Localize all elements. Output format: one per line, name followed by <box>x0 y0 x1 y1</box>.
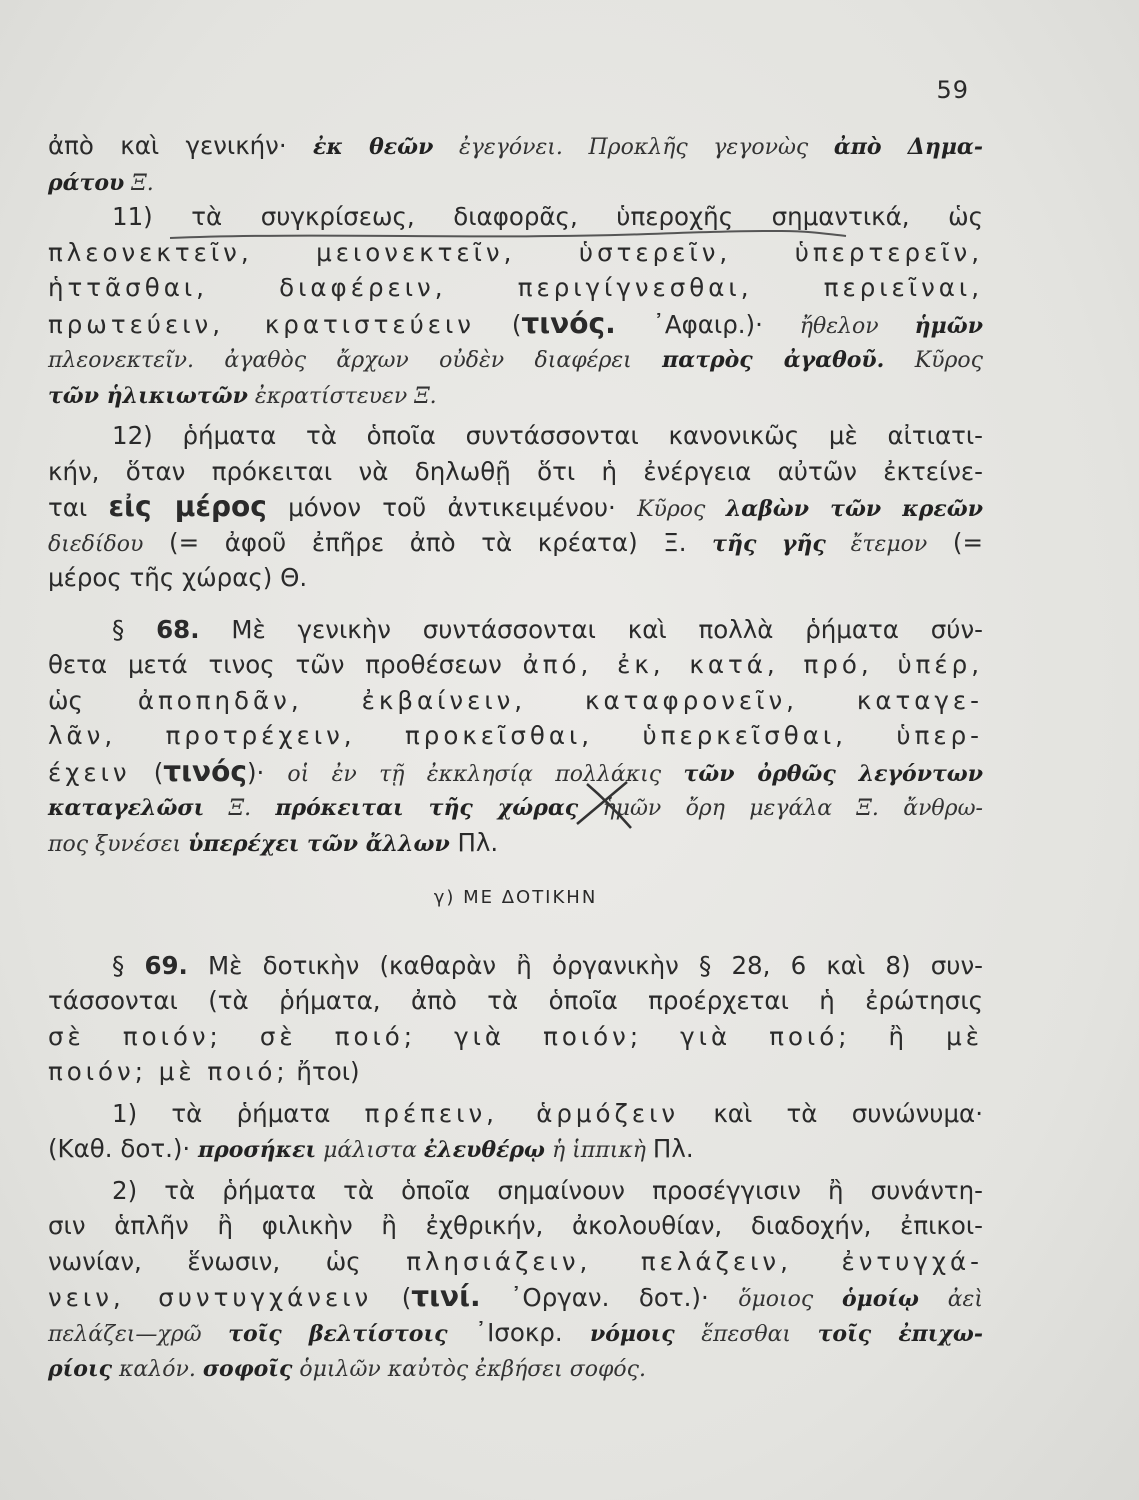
text-segment: § <box>112 950 145 980</box>
text-segment: μέρος τῆς χώρας) Θ. <box>48 563 308 592</box>
text-segment: ἤτοι) <box>288 1057 360 1086</box>
text-line <box>48 789 983 825</box>
text-segment: τινός <box>163 754 247 788</box>
text-segment: πρέπειν, ἁρμόζειν <box>364 1098 680 1128</box>
text-line <box>48 754 983 790</box>
text-line <box>48 1350 983 1386</box>
text-segment: ( <box>474 309 522 339</box>
text-line <box>48 718 983 754</box>
text-segment: τάσσονται (τὰ ῥήματα, ἀπὸ τὰ ὁποῖα προέρχεται ἡ ἐρώτησις <box>48 986 983 1015</box>
text-line <box>48 489 983 525</box>
text-segment: ἀεὶ <box>919 1287 983 1312</box>
text-segment: Πλ. <box>652 1134 694 1163</box>
text-segment: διεδίδου <box>48 531 144 557</box>
text-line <box>48 825 983 861</box>
text-segment: ται <box>48 493 109 522</box>
pen-cross-mark <box>573 778 635 830</box>
text-segment: ᾿Οργαν. δοτ.)· <box>480 1283 739 1312</box>
text-segment: 11) τὰ συγκρίσεως, διαφορᾶς, ὑπεροχῆς σημαντικά, ὡς <box>112 202 983 231</box>
text-segment: πατρὸς ἀγαθοῦ. <box>662 347 885 373</box>
text-segment: ἡ ἱππικὴ <box>544 1138 653 1163</box>
text-segment: νόμοις <box>589 1320 675 1347</box>
text-segment: ἀπὸ Δημα- <box>833 134 983 160</box>
text-segment: ( <box>372 1283 412 1312</box>
text-segment: )· <box>246 757 288 787</box>
text-line <box>48 1054 983 1090</box>
text-segment: ἡμῶν <box>914 312 983 339</box>
text-segment: καλόν. <box>112 1357 203 1382</box>
text-line <box>48 1279 983 1315</box>
text-line <box>48 560 983 596</box>
text-segment: καὶ τὰ συνώνυμα· <box>679 1098 983 1128</box>
text-segment: πρωτεύειν, κρατιστεύειν <box>48 309 475 339</box>
text-segment: ἡμῶν ὄρη μεγάλα Ξ. ἄνθρω- <box>578 796 983 821</box>
text-segment: Πλ. <box>449 827 499 857</box>
text-segment: έχειν <box>48 757 131 787</box>
text-segment: Ξ. <box>204 796 276 821</box>
text-segment: οἱ ἐν τῇ ἐκκλησίᾳ πολλάκις <box>287 761 684 787</box>
text-segment: 12) ῥήματα τὰ ὁποῖα συντάσσονται κανονικῶς μὲ αἰτιατι- <box>112 421 983 450</box>
text-line <box>48 612 983 648</box>
text-line <box>48 1208 983 1244</box>
text-segment: λαβὼν τῶν κρεῶν <box>725 496 984 522</box>
section-subheading: γ) ΜΕ ΔΟΤΙΚΗΝ <box>433 887 598 908</box>
text-segment: μάλιστα <box>316 1138 424 1163</box>
text-segment: 68. <box>156 614 200 644</box>
text-line <box>48 199 983 235</box>
text-segment: κήν, ὅταν πρόκειται νὰ δηλωθῇ ὅτι ἡ ἐνέργεια αὐτῶν ἐκτείνε- <box>48 456 983 486</box>
text-line <box>48 1131 983 1167</box>
text-segment: ἐκρατίστευεν Ξ. <box>247 383 437 409</box>
page-number: 59 <box>936 76 969 104</box>
text-block-genitive <box>48 128 983 860</box>
text-segment: ( <box>130 757 164 787</box>
text-segment: πλεονεκτεῖν, μειονεκτεῖν, ὑστερεῖν, ὑπερτερεῖν, <box>48 237 983 267</box>
text-segment: Ξ. <box>124 170 154 196</box>
text-line <box>48 377 983 413</box>
text-segment: λᾶν, προτρέχειν, προκεῖσθαι, ὑπερκεῖσθαι, ὑπερ- <box>48 721 983 750</box>
text-segment: § <box>112 614 157 644</box>
text-segment: ὑπερέχει τῶν ἄλλων <box>188 830 450 857</box>
text-segment: ᾿Ισοκρ. <box>447 1317 590 1347</box>
text-line <box>48 525 983 561</box>
text-line <box>48 235 983 271</box>
text-line <box>48 983 983 1019</box>
text-segment: τινί. <box>411 1280 481 1313</box>
text-segment: τοῖς ἐπιχω- <box>817 1320 983 1347</box>
text-segment: ἐλευθέρῳ <box>423 1137 545 1163</box>
text-line <box>48 647 983 683</box>
text-segment: ποιόν; μὲ ποιό; <box>48 1057 289 1086</box>
text-line <box>48 128 983 164</box>
text-segment: ἀπὸ καὶ γενικήν· <box>48 131 314 160</box>
text-segment: τῆς γῆς <box>712 530 826 557</box>
text-segment: ἡττᾶσθαι, διαφέρειν, περιγίγνεσθαι, περιεῖναι, <box>48 273 983 302</box>
text-line <box>48 1173 983 1209</box>
text-segment: προσήκει <box>198 1137 317 1163</box>
text-segment: ὅμοιος <box>738 1287 842 1312</box>
text-segment: ρίοις <box>48 1356 112 1382</box>
text-line <box>48 948 983 984</box>
text-segment: καταγελῶσι <box>48 795 205 821</box>
text-segment: πρόκειται τῆς χώρας <box>275 795 579 821</box>
text-segment: 69. <box>144 950 188 980</box>
text-segment: ὁμιλῶν καὐτὸς ἐκβήσει σοφός. <box>292 1357 646 1382</box>
text-segment: ὁμοίῳ <box>841 1286 919 1312</box>
text-segment: τῶν ἡλικιωτῶν <box>48 382 248 409</box>
text-segment: πος ξυνέσει <box>48 831 189 857</box>
text-segment: ἐκ θεῶν <box>313 134 434 160</box>
text-segment: (= <box>927 527 983 557</box>
body-text <box>48 128 983 1386</box>
text-segment: ἐγεγόνει. Προκλῆς γεγονὼς <box>433 135 834 160</box>
text-line <box>48 683 983 719</box>
text-line <box>48 1019 983 1055</box>
text-segment: μόνον τοῦ ἀντικειμένου· <box>266 493 638 522</box>
text-segment: Κῦρος <box>884 348 984 373</box>
text-segment: Μὲ γενικὴν συντάσσονται καὶ πολλὰ ῥήματα σύν- <box>199 614 983 644</box>
text-segment: νειν, συντυγχάνειν <box>48 1283 373 1312</box>
text-line <box>48 418 983 454</box>
text-segment: τοῖς βελτίστοις <box>228 1320 448 1347</box>
text-line <box>48 1315 983 1351</box>
text-segment: ράτου <box>48 169 125 196</box>
text-segment: ᾿Αφαιρ.)· <box>615 309 800 339</box>
text-segment: τῶν ὀρθῶς λεγόντων <box>683 760 983 787</box>
text-segment: Κῦρος <box>637 497 726 522</box>
text-segment: ἀπό, ἐκ, κατά, πρό, ὑπέρ, <box>522 650 983 679</box>
text-line <box>48 1096 983 1132</box>
text-segment: ἤθελον <box>799 313 915 339</box>
text-segment: θετα μετά τινος τῶν προθέσεων <box>48 650 523 679</box>
text-segment: (Καθ. δοτ.)· <box>48 1134 198 1163</box>
text-segment: 2) τὰ ῥήματα τὰ ὁποῖα σημαίνουν προσέγγισιν ἢ συνάντη- <box>112 1175 983 1205</box>
text-segment: τινός. <box>521 306 616 340</box>
text-segment: εἰς μέρος <box>108 490 267 523</box>
text-segment: ὡς <box>48 685 138 715</box>
text-line <box>48 270 983 306</box>
text-line <box>48 1244 983 1280</box>
text-segment: ἀποπηδᾶν, ἐκβαίνειν, καταφρονεῖν, καταγε- <box>137 685 983 715</box>
text-segment: ἔτεμον <box>825 531 928 557</box>
text-segment: σὲ ποιόν; σὲ ποιό; γιὰ ποιόν; γιὰ ποιό; ἢ μὲ <box>48 1021 983 1051</box>
text-segment: σιν ἁπλῆν ἢ φιλικὴν ἢ ἐχθρικήν, ἀκολουθίαν, διαδοχήν, ἐπικοι- <box>48 1211 983 1240</box>
text-line <box>48 164 983 200</box>
text-line <box>48 306 983 342</box>
text-segment: ἕπεσθαι <box>674 1321 818 1347</box>
text-line <box>48 454 983 490</box>
text-segment: πλεονεκτεῖν. ἀγαθὸς ἄρχων οὐδὲν διαφέρει <box>48 348 663 373</box>
text-line <box>48 341 983 377</box>
text-segment: Μὲ δοτικὴν (καθαρὰν ἢ ὀργανικὴν § 28, 6 καὶ 8) συν- <box>187 950 983 980</box>
text-segment: 1) τὰ ῥήματα <box>112 1098 365 1128</box>
text-segment: πελάζει—χρῶ <box>48 1321 229 1347</box>
text-segment: πλησιάζειν, πελάζειν, ἐντυγχά- <box>406 1246 983 1276</box>
text-segment: νωνίαν, ἕνωσιν, ὡς <box>48 1246 407 1276</box>
text-block-dative <box>48 948 983 1386</box>
text-segment: (= ἀφοῦ ἐπῆρε ἀπὸ τὰ κρέατα) Ξ. <box>143 527 713 557</box>
text-segment: σοφοῖς <box>202 1356 293 1382</box>
